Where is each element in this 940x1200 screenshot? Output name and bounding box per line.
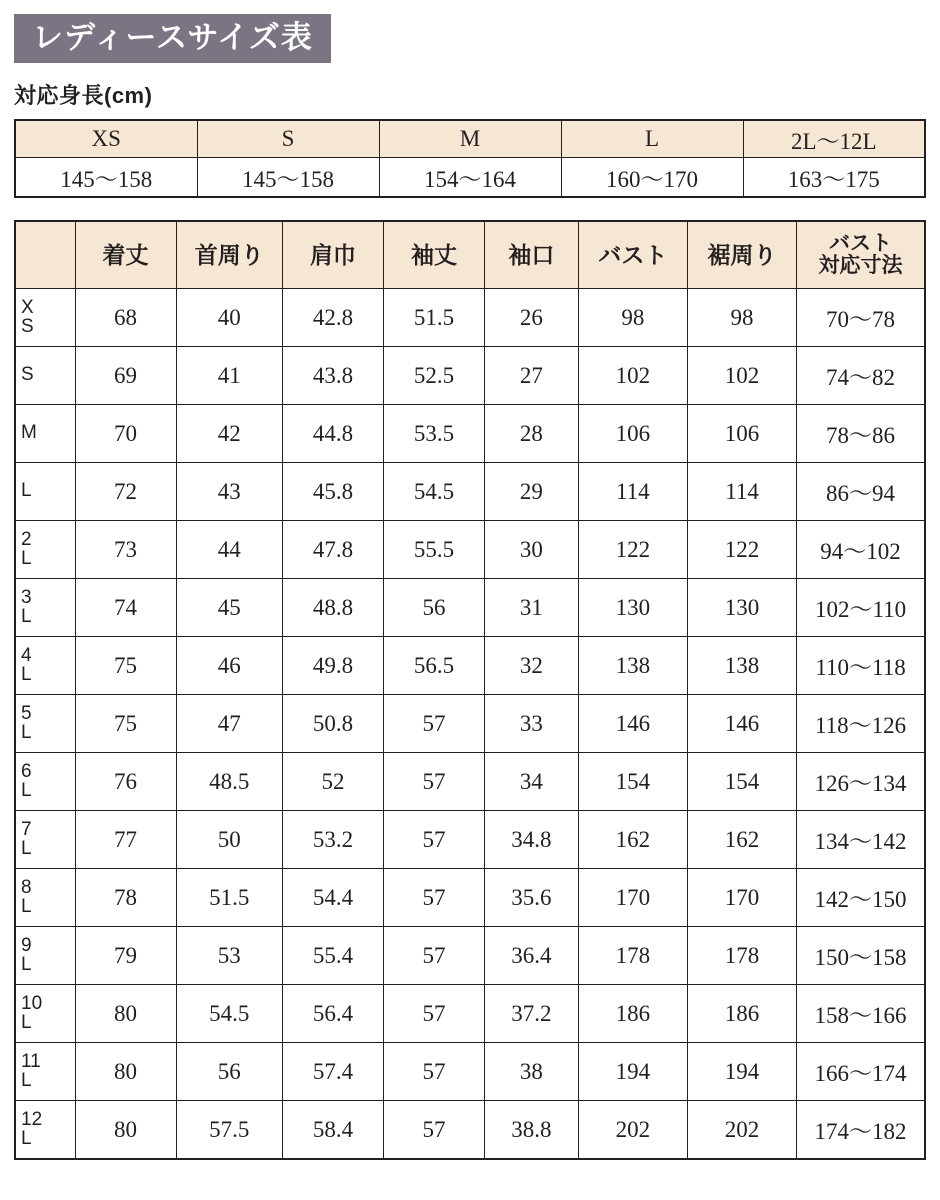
cell-bust: 178 xyxy=(578,927,687,985)
cell-sleeve-length: 57 xyxy=(384,753,485,811)
cell-shoulder: 48.8 xyxy=(283,579,384,637)
column-header-shoulder: 肩巾 xyxy=(283,221,384,289)
cell-bust-fit: 150〜158 xyxy=(797,927,925,985)
cell-bust: 154 xyxy=(578,753,687,811)
cell-sleeve-length: 56 xyxy=(384,579,485,637)
cell-bust-fit: 70〜78 xyxy=(797,289,925,347)
cell-bust-fit: 142〜150 xyxy=(797,869,925,927)
cell-hem: 186 xyxy=(687,985,796,1043)
cell-bust-fit: 110〜118 xyxy=(797,637,925,695)
cell-length: 75 xyxy=(75,695,176,753)
row-size-label xyxy=(15,1101,75,1160)
cell-cuff: 33 xyxy=(485,695,579,753)
cell-cuff: 31 xyxy=(485,579,579,637)
row-size-label-line1: M xyxy=(21,422,37,444)
cell-bust: 138 xyxy=(578,637,687,695)
row-size-label-line2: L xyxy=(21,1127,32,1149)
cell-bust: 186 xyxy=(578,985,687,1043)
cell-neck: 51.5 xyxy=(176,869,282,927)
row-size-label xyxy=(15,289,75,347)
row-size-label-line2: L xyxy=(21,779,32,801)
measurement-table-body xyxy=(15,289,925,1160)
cell-length: 76 xyxy=(75,753,176,811)
column-header-sleeve-length: 袖丈 xyxy=(384,221,485,289)
cell-length: 80 xyxy=(75,1043,176,1101)
cell-bust: 202 xyxy=(578,1101,687,1160)
row-size-label-line1: 9 xyxy=(21,935,32,957)
cell-neck: 46 xyxy=(176,637,282,695)
cell-bust-fit: 126〜134 xyxy=(797,753,925,811)
height-range-table xyxy=(14,119,926,198)
height-section-heading: 対応身長(cm) xyxy=(14,83,153,108)
column-header-bust-fit xyxy=(797,221,925,289)
row-size-label-line1: 10 xyxy=(21,993,43,1015)
cell-sleeve-length: 52.5 xyxy=(384,347,485,405)
cell-shoulder: 42.8 xyxy=(283,289,384,347)
cell-shoulder: 55.4 xyxy=(283,927,384,985)
row-size-label-line2: S xyxy=(21,315,34,337)
height-range-cell: 154〜164 xyxy=(379,158,561,198)
cell-cuff: 27 xyxy=(485,347,579,405)
height-size-header: L xyxy=(561,120,743,158)
column-header-bust: バスト xyxy=(578,221,687,289)
row-size-label-line2: L xyxy=(21,837,32,859)
cell-neck: 47 xyxy=(176,695,282,753)
row-size-label-line1: 2 xyxy=(21,529,32,551)
cell-cuff: 34 xyxy=(485,753,579,811)
cell-length: 73 xyxy=(75,521,176,579)
cell-sleeve-length: 51.5 xyxy=(384,289,485,347)
row-size-label xyxy=(15,405,75,463)
cell-neck: 42 xyxy=(176,405,282,463)
cell-sleeve-length: 57 xyxy=(384,1101,485,1160)
row-size-label-line1: 7 xyxy=(21,819,32,841)
cell-bust-fit: 118〜126 xyxy=(797,695,925,753)
cell-shoulder: 54.4 xyxy=(283,869,384,927)
cell-shoulder: 52 xyxy=(283,753,384,811)
cell-length: 78 xyxy=(75,869,176,927)
cell-neck: 40 xyxy=(176,289,282,347)
column-header-cuff: 袖口 xyxy=(485,221,579,289)
height-table-row xyxy=(15,158,925,198)
cell-bust-fit: 166〜174 xyxy=(797,1043,925,1101)
cell-length: 80 xyxy=(75,985,176,1043)
cell-neck: 53 xyxy=(176,927,282,985)
cell-shoulder: 44.8 xyxy=(283,405,384,463)
column-header-bust-fit-line2: 対応寸法 xyxy=(818,254,903,277)
cell-sleeve-length: 57 xyxy=(384,927,485,985)
cell-cuff: 30 xyxy=(485,521,579,579)
cell-shoulder: 57.4 xyxy=(283,1043,384,1101)
row-size-label xyxy=(15,927,75,985)
cell-bust-fit: 94〜102 xyxy=(797,521,925,579)
height-size-header: S xyxy=(197,120,379,158)
height-range-cell: 145〜158 xyxy=(197,158,379,198)
cell-bust: 98 xyxy=(578,289,687,347)
cell-bust-fit: 86〜94 xyxy=(797,463,925,521)
row-size-label-line2: L xyxy=(21,1011,32,1033)
cell-hem: 102 xyxy=(687,347,796,405)
cell-bust-fit: 134〜142 xyxy=(797,811,925,869)
cell-hem: 106 xyxy=(687,405,796,463)
table-row xyxy=(15,289,925,347)
cell-hem: 98 xyxy=(687,289,796,347)
cell-shoulder: 50.8 xyxy=(283,695,384,753)
cell-shoulder: 58.4 xyxy=(283,1101,384,1160)
cell-hem: 178 xyxy=(687,927,796,985)
cell-bust-fit: 78〜86 xyxy=(797,405,925,463)
row-size-label-line2: L xyxy=(21,953,32,975)
cell-length: 70 xyxy=(75,405,176,463)
row-size-label xyxy=(15,579,75,637)
cell-hem: 146 xyxy=(687,695,796,753)
table-row xyxy=(15,811,925,869)
cell-bust: 162 xyxy=(578,811,687,869)
cell-length: 74 xyxy=(75,579,176,637)
cell-sleeve-length: 57 xyxy=(384,695,485,753)
table-row xyxy=(15,753,925,811)
table-row xyxy=(15,985,925,1043)
row-size-label xyxy=(15,1043,75,1101)
row-size-label xyxy=(15,463,75,521)
cell-bust-fit: 158〜166 xyxy=(797,985,925,1043)
row-size-label xyxy=(15,753,75,811)
cell-sleeve-length: 56.5 xyxy=(384,637,485,695)
cell-bust: 106 xyxy=(578,405,687,463)
cell-bust: 122 xyxy=(578,521,687,579)
row-size-label-line1: X xyxy=(21,297,34,319)
cell-length: 72 xyxy=(75,463,176,521)
column-header-neck: 首周り xyxy=(176,221,282,289)
page-title: レディースサイズ表 xyxy=(14,14,331,63)
table-row xyxy=(15,1101,925,1160)
cell-bust: 114 xyxy=(578,463,687,521)
cell-neck: 41 xyxy=(176,347,282,405)
row-size-label-line1: 3 xyxy=(21,587,32,609)
cell-shoulder: 47.8 xyxy=(283,521,384,579)
measurement-header-row xyxy=(15,221,925,289)
cell-bust-fit: 102〜110 xyxy=(797,579,925,637)
row-size-label xyxy=(15,695,75,753)
cell-hem: 114 xyxy=(687,463,796,521)
cell-neck: 57.5 xyxy=(176,1101,282,1160)
height-range-cell: 160〜170 xyxy=(561,158,743,198)
cell-shoulder: 49.8 xyxy=(283,637,384,695)
cell-length: 68 xyxy=(75,289,176,347)
cell-sleeve-length: 57 xyxy=(384,1043,485,1101)
height-size-header: XS xyxy=(15,120,197,158)
cell-hem: 122 xyxy=(687,521,796,579)
height-range-cell: 145〜158 xyxy=(15,158,197,198)
cell-shoulder: 43.8 xyxy=(283,347,384,405)
cell-cuff: 26 xyxy=(485,289,579,347)
cell-sleeve-length: 57 xyxy=(384,869,485,927)
height-range-cell: 163〜175 xyxy=(743,158,925,198)
cell-sleeve-length: 54.5 xyxy=(384,463,485,521)
cell-neck: 50 xyxy=(176,811,282,869)
row-size-label-line1: 11 xyxy=(21,1051,41,1073)
size-column-header xyxy=(15,221,75,289)
cell-hem: 170 xyxy=(687,869,796,927)
cell-bust-fit: 74〜82 xyxy=(797,347,925,405)
cell-sleeve-length: 57 xyxy=(384,985,485,1043)
cell-cuff: 37.2 xyxy=(485,985,579,1043)
row-size-label-line1: 12 xyxy=(21,1109,43,1131)
cell-bust: 130 xyxy=(578,579,687,637)
cell-cuff: 29 xyxy=(485,463,579,521)
cell-hem: 194 xyxy=(687,1043,796,1101)
row-size-label xyxy=(15,869,75,927)
cell-neck: 43 xyxy=(176,463,282,521)
cell-neck: 45 xyxy=(176,579,282,637)
height-size-header: M xyxy=(379,120,561,158)
cell-bust-fit: 174〜182 xyxy=(797,1101,925,1160)
row-size-label-line1: S xyxy=(21,364,34,386)
row-size-label xyxy=(15,347,75,405)
row-size-label xyxy=(15,637,75,695)
cell-length: 80 xyxy=(75,1101,176,1160)
cell-cuff: 38.8 xyxy=(485,1101,579,1160)
row-size-label-line2: L xyxy=(21,1069,32,1091)
cell-cuff: 35.6 xyxy=(485,869,579,927)
cell-cuff: 32 xyxy=(485,637,579,695)
column-header-length: 着丈 xyxy=(75,221,176,289)
row-size-label xyxy=(15,521,75,579)
cell-bust: 102 xyxy=(578,347,687,405)
table-row xyxy=(15,463,925,521)
row-size-label-line2: L xyxy=(21,663,32,685)
cell-neck: 48.5 xyxy=(176,753,282,811)
row-size-label-line1: 8 xyxy=(21,877,32,899)
cell-length: 77 xyxy=(75,811,176,869)
measurement-table xyxy=(14,220,926,1160)
column-header-bust-fit-line1: バスト xyxy=(829,231,893,255)
cell-sleeve-length: 53.5 xyxy=(384,405,485,463)
cell-shoulder: 56.4 xyxy=(283,985,384,1043)
cell-neck: 44 xyxy=(176,521,282,579)
table-row xyxy=(15,637,925,695)
cell-cuff: 34.8 xyxy=(485,811,579,869)
table-row xyxy=(15,579,925,637)
row-size-label-line2: L xyxy=(21,721,32,743)
table-row xyxy=(15,1043,925,1101)
cell-sleeve-length: 55.5 xyxy=(384,521,485,579)
row-size-label-line1: 4 xyxy=(21,645,32,667)
table-row xyxy=(15,405,925,463)
cell-length: 79 xyxy=(75,927,176,985)
row-size-label-line2: L xyxy=(21,605,32,627)
cell-hem: 130 xyxy=(687,579,796,637)
cell-bust: 170 xyxy=(578,869,687,927)
cell-hem: 154 xyxy=(687,753,796,811)
cell-neck: 54.5 xyxy=(176,985,282,1043)
height-table-header-row xyxy=(15,120,925,158)
cell-bust: 194 xyxy=(578,1043,687,1101)
table-row xyxy=(15,695,925,753)
table-row xyxy=(15,927,925,985)
cell-cuff: 36.4 xyxy=(485,927,579,985)
row-size-label xyxy=(15,811,75,869)
row-size-label-line1: 6 xyxy=(21,761,32,783)
height-size-header: 2L〜12L xyxy=(743,120,925,158)
table-row xyxy=(15,869,925,927)
cell-shoulder: 53.2 xyxy=(283,811,384,869)
row-size-label-line2: L xyxy=(21,547,32,569)
cell-hem: 162 xyxy=(687,811,796,869)
cell-hem: 138 xyxy=(687,637,796,695)
column-header-hem: 裾周り xyxy=(687,221,796,289)
cell-hem: 202 xyxy=(687,1101,796,1160)
row-size-label-line2: L xyxy=(21,895,32,917)
cell-length: 69 xyxy=(75,347,176,405)
cell-neck: 56 xyxy=(176,1043,282,1101)
table-row xyxy=(15,521,925,579)
cell-length: 75 xyxy=(75,637,176,695)
cell-sleeve-length: 57 xyxy=(384,811,485,869)
cell-bust: 146 xyxy=(578,695,687,753)
row-size-label xyxy=(15,985,75,1043)
cell-shoulder: 45.8 xyxy=(283,463,384,521)
row-size-label-line1: 5 xyxy=(21,703,32,725)
table-row xyxy=(15,347,925,405)
row-size-label-line1: L xyxy=(21,480,32,502)
cell-cuff: 28 xyxy=(485,405,579,463)
cell-cuff: 38 xyxy=(485,1043,579,1101)
